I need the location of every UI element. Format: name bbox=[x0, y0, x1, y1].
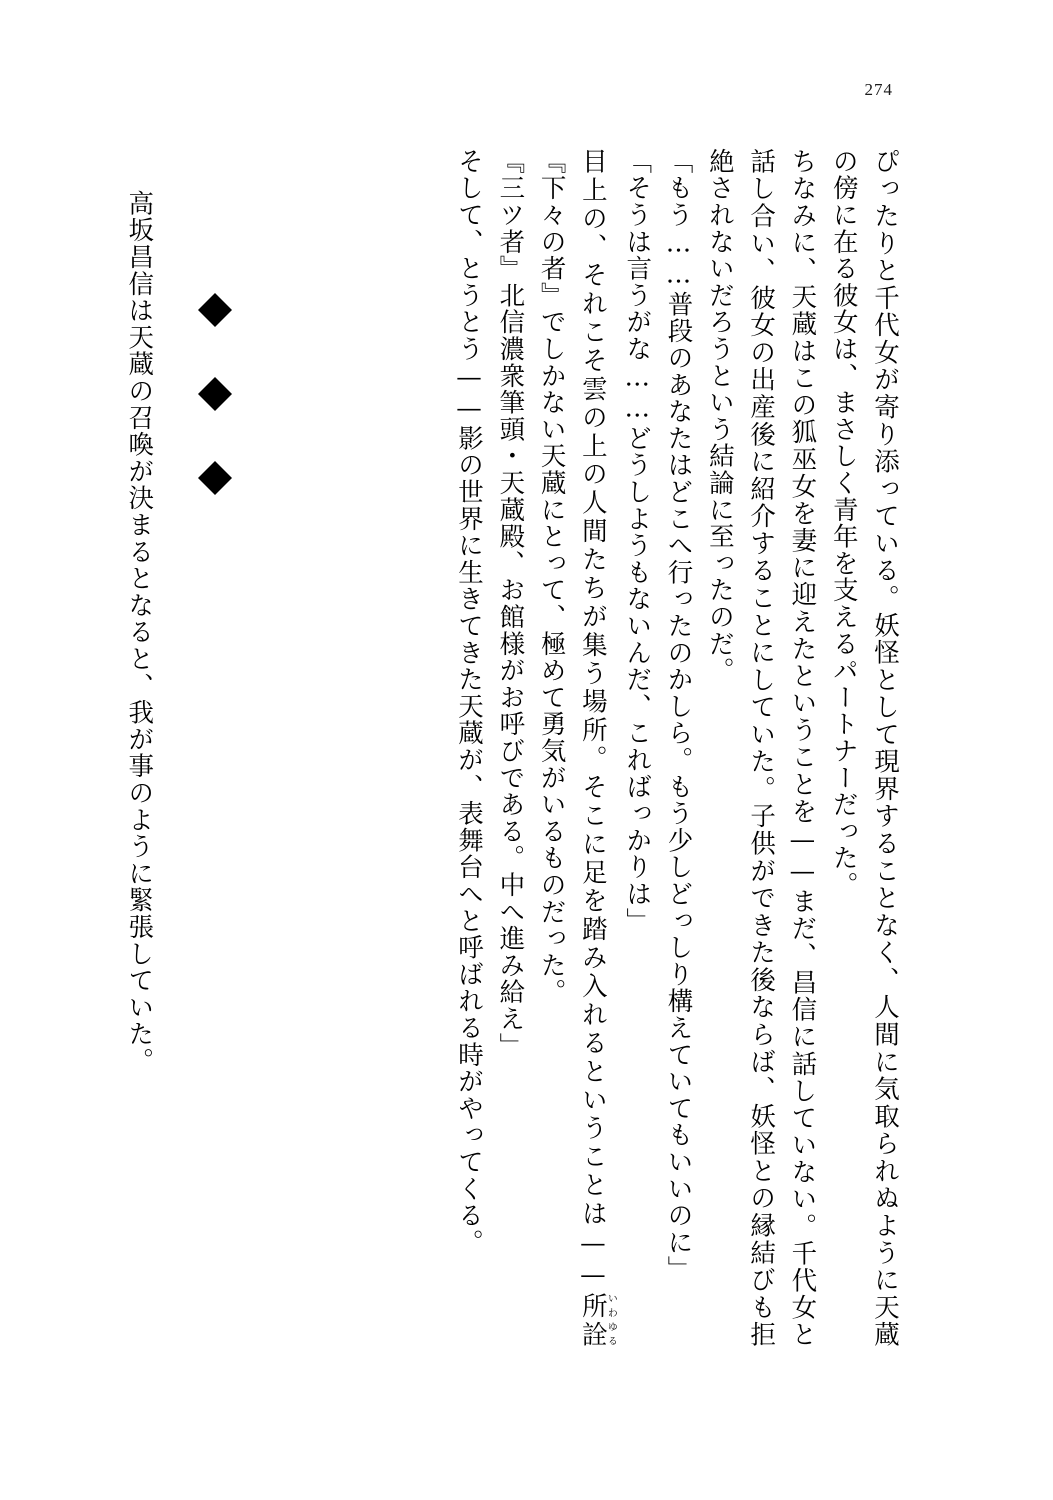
paragraph-4: 「そうは言うがな……どうしようもないんだ、こればっかりは」 bbox=[622, 148, 653, 935]
ruby-shosen: 所詮いわゆる bbox=[577, 1291, 617, 1348]
page-number: 274 bbox=[864, 80, 893, 99]
paragraph-6: 『三ツ者』北信濃衆筆頭・天蔵殿、お館様がお呼びである。中へ進み給え」 bbox=[495, 148, 526, 1060]
ruby-reading: いわゆる bbox=[605, 1291, 617, 1348]
final-paragraph-vertical bbox=[118, 190, 159, 1250]
paragraph-2: ちなみに、天蔵はこの狐巫女を妻に迎えたということを——まだ、昌信に話していない。千代女と話し合い、彼女の出産後に紹介することにしていた。子供ができた後ならば、妖怪との縁結びも拒絶されないだろうという結論に至ったのだ。 bbox=[704, 148, 818, 1348]
paragraph-1: ぴったりと千代女が寄り添っている。妖怪として現界することなく、人間に気取られぬように天蔵の傍に在る彼女は、まさしく青年を支えるパートナーだった。 bbox=[828, 148, 900, 1348]
diamond-icon bbox=[198, 478, 232, 512]
paragraph-5-with-ruby: 目上の、それこそ雲の上の人間たちが集う場所。そこに足を踏み入れるということは——所詮いわゆる『下々の者』でしかない天蔵にとって、極めて勇気がいるものだった。 bbox=[536, 148, 617, 1348]
diamond-icon bbox=[198, 394, 232, 428]
paragraph-7: そして、とうとう——影の世界に生きてきた天蔵が、表舞台へと呼ばれる時がやってくる。 bbox=[454, 148, 485, 1256]
paragraph-3: 「もう……普段のあなたはどこへ行ったのかしら。もう少しどっしり構えていてもいいのに」 bbox=[663, 148, 694, 1283]
diamond-icon bbox=[198, 310, 232, 344]
final-paragraph: 高坂昌信は天蔵の召喚が決まるとなると、我が事のように緊張していた。 bbox=[124, 190, 155, 1075]
scene-break bbox=[198, 310, 232, 512]
